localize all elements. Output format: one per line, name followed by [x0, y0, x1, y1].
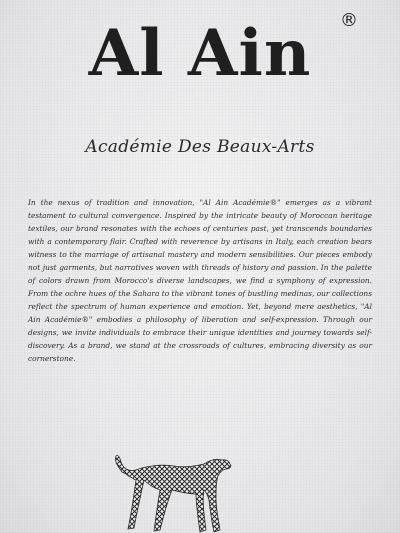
- brand-title: Al Ain: [88, 16, 312, 91]
- cheetah-icon: [112, 444, 242, 533]
- brand-subtitle: Académie Des Beaux-Arts: [85, 137, 315, 157]
- brand-description: In the nexus of tradition and innovation, "Al Ain Académie®" emerges as a vibrant testament to cultural convergence. Inspired by the intricate beauty of Moroccan heritage textiles, our brand resonates with the echoes of centuries past, yet transcends boundaries with a contemporary flair. Crafted with reverence by artisans in Italy, each creation bears witness to the marriage of artisanal mastery and modern sensibilities. Our pieces embody not just garments, but narratives woven with threads of history and passion. In the palette of colors drawn from Morocco's diverse landscapes, we find a symphony of expression. From the ochre hues of the Sahara to the vibrant tones of bustling medinas, our collections reflect the spectrum of human experience and emotion. Yet, beyond mere aesthetics, "Al Ain Académie®" embodies a philosophy of liberation and self-expression. Through our designs, we invite individuals to embrace their unique identities and journey towards self-discovery. As a brand, we stand at the crossroads of cultures, embracing diversity as our cornerstone.: [28, 198, 372, 363]
- registered-mark: ®: [340, 10, 358, 31]
